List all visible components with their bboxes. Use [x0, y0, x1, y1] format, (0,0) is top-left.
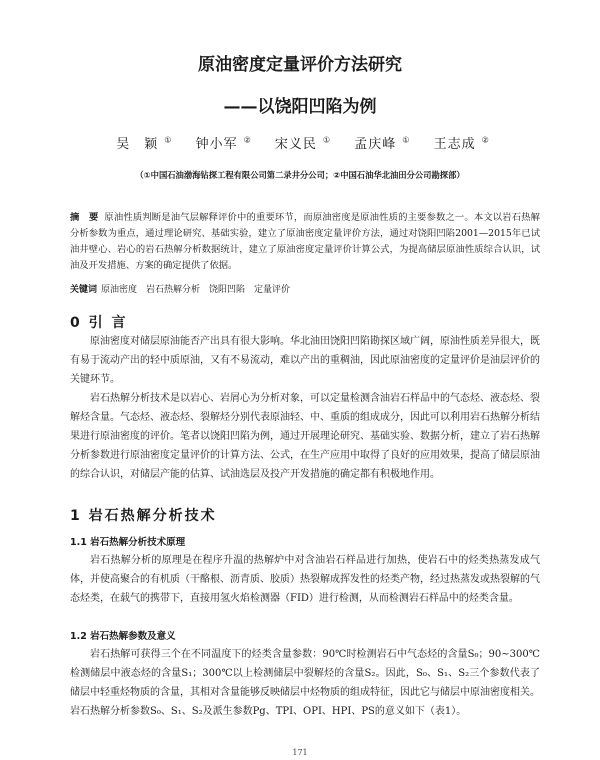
author: 钟小军 ② — [195, 135, 252, 152]
parameters-paragraph: 岩石热解可获得三个在不同温度下的烃类含量参数：90℃时检测岩石中气态烃的含量S₀；90~300℃检测储层中液态烃的含量S₁；300℃以上检测储层中裂解烃的含量S₂。因此，S₀、S₁、S₂三个参数代表了储层中轻重烃物质的含量，其相对含量能够反映储层中烃物质的组成特征，因此它与储层中原油密度相关。岩石热解分析参数S₀、S₁、S₂及派生参数Pg、TPI、OPI、HPI、PS的意义如下（表1）。 — [70, 649, 540, 717]
author: 吴 颖 ① — [116, 135, 173, 152]
author: 孟庆峰 ① — [354, 135, 411, 152]
abstract — [70, 210, 540, 274]
keywords-text: 原油密度 岩石热解分析 饶阳凹陷 定量评价 — [101, 285, 291, 295]
author-list — [0, 133, 600, 152]
subsection-heading-principle: 1.1 岩石热解分析技术原理 — [70, 537, 186, 548]
intro-paragraph-1: 原油密度对储层原油能否产出具有很大影响。华北油田饶阳凹陷勘探区域广阔，原油性质差异很大，既有易于流动产出的轻中质原油，又有不易流动，难以产出的重稠油，因此原油密度的定量评价是油层评价的关键环节。 — [70, 336, 540, 385]
subsection-heading-parameters: 1.2 岩石热解参数及意义 — [70, 631, 176, 642]
page-number: 171 — [292, 748, 308, 757]
paper-title: 原油密度定量评价方法研究 — [198, 55, 402, 75]
keywords-label: 关键词 — [70, 285, 98, 295]
abstract-text: 原油性质判断是油气层解释评价中的重要环节，而原油密度是原油性质的主要参数之一。本文以岩石热解分析参数为重点，通过理论研究、基础实验，建立了原油密度定量评价方法，通过对饶阳凹陷2001—2015年已试油井壁心、岩心的岩石热解分析数据统计，建立了原油密度定量评价计算公式，为提高储层原油性质综合认识，试油及开发措施、方案的确定提供了依据。 — [70, 212, 540, 271]
affiliation: （①中国石油渤海钻探工程有限公司第二录井分公司；②中国石油华北油田分公司勘探部） — [135, 170, 465, 180]
principle-paragraph: 岩石热解分析的原理是在程序升温的热解炉中对含油岩石样品进行加热，使岩石中的烃类热蒸发成气体，并使高聚合的有机质（干酪根、沥青质、胶质）热裂解成挥发性的烃类产物，经过热蒸发或热裂解的气态烃类，在载气的携带下，直接用氢火焰检测器（FID）进行检测，从而检测岩石样品中的烃类含量。 — [70, 555, 540, 604]
intro-paragraph-2: 岩石热解分析技术是以岩心、岩屑心为分析对象，可以定量检测含油岩石样品中的气态烃、液态烃、裂解烃含量。气态烃、液态烃、裂解烃分别代表原油轻、中、重质的组成成分，因此可以利用岩石热解分析结果进行原油密度的评价。笔者以饶阳凹陷为例，通过开展理论研究、基础实验、数据分析，建立了岩石热解分析参数进行原油密度定量评价的计算方法、公式，在生产应用中取得了良好的应用效果，提高了储层原油的综合认识，对储层产能的估算、试油选层及投产开发措施的确定都有积极地作用。 — [70, 393, 540, 480]
keywords — [70, 282, 540, 298]
paper-subtitle: ——以饶阳凹陷为例 — [223, 97, 377, 117]
abstract-label: 摘 要 — [70, 212, 99, 223]
author: 宋义民 ① — [274, 135, 332, 152]
section-heading-intro: 0 引 言 — [70, 315, 128, 331]
author: 王志成 ② — [433, 135, 490, 152]
section-heading-pyrolysis: 1 岩石热解分析技术 — [70, 508, 217, 524]
